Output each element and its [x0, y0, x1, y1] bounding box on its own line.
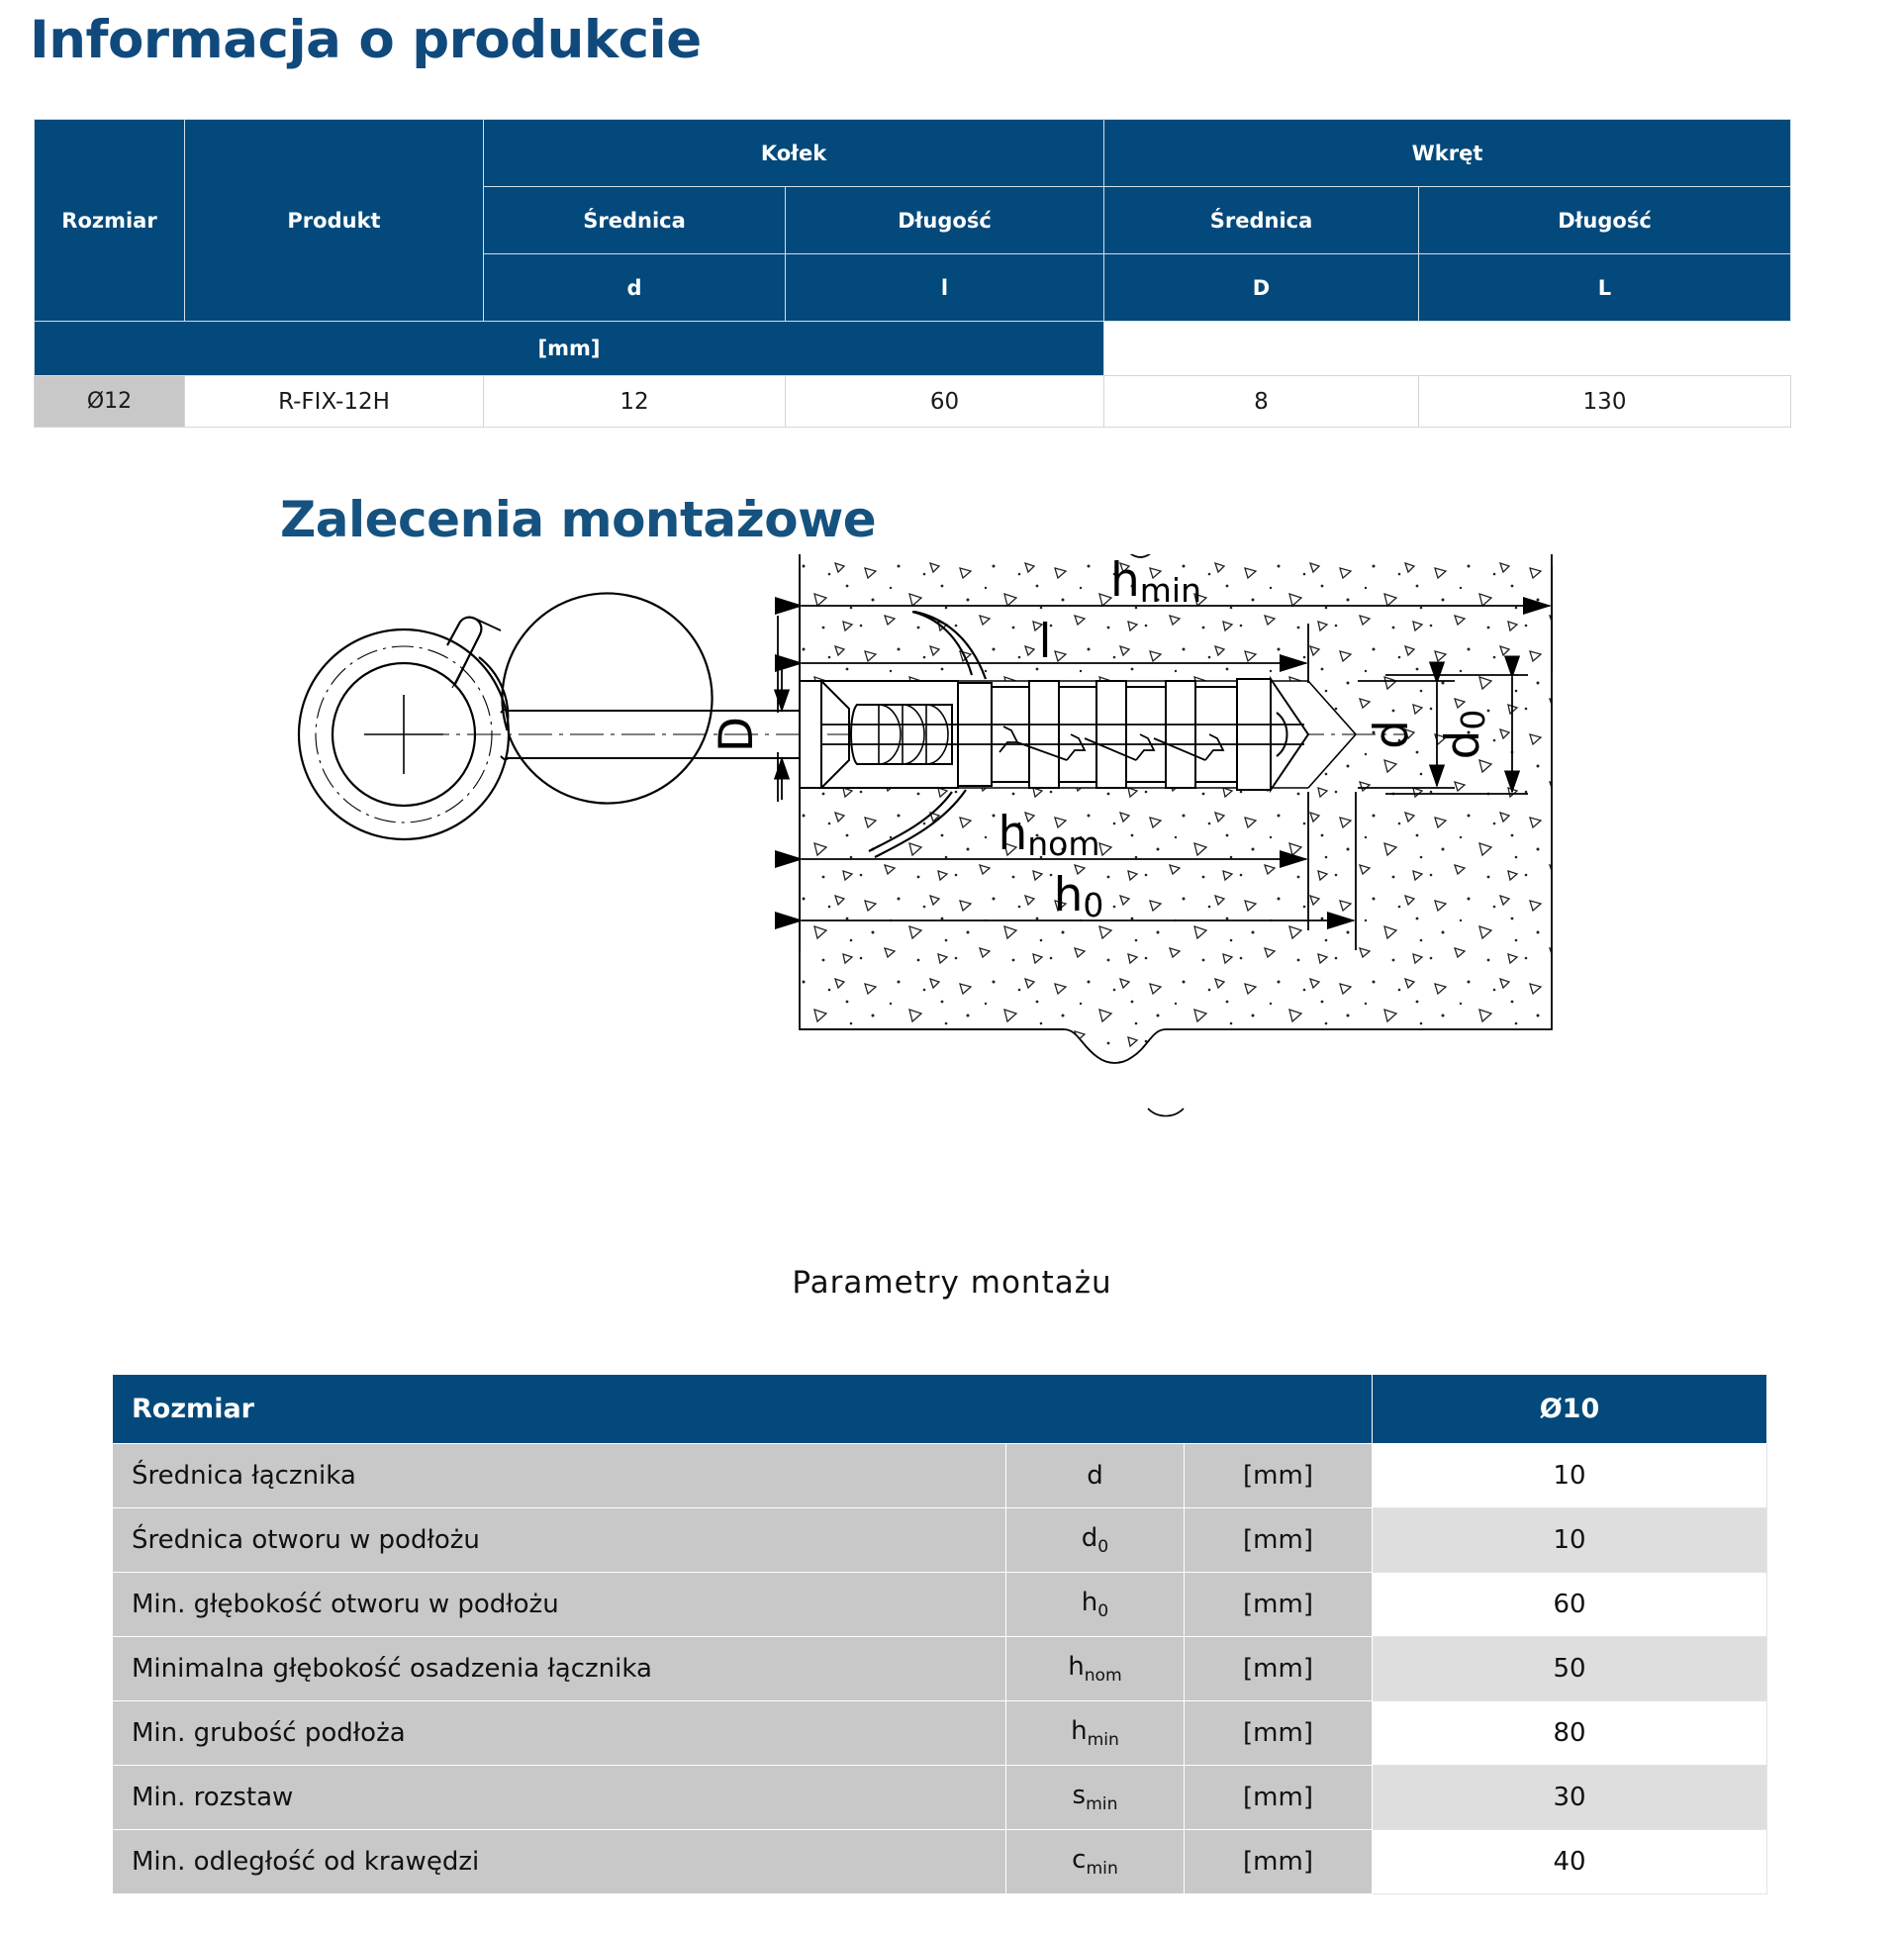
param-symbol: $h_0$ [1006, 1573, 1185, 1637]
table-row [35, 376, 1791, 428]
param-symbol: d [1006, 1444, 1185, 1508]
param-value: 80 [1373, 1701, 1767, 1766]
dimension-label-D: D [710, 716, 764, 753]
table-row [113, 1508, 1767, 1573]
param-symbol: $d_0$ [1006, 1508, 1185, 1573]
installation-parameters-table [112, 1374, 1767, 1894]
param-label: Min. rozstaw [113, 1766, 1006, 1830]
param-unit: [mm] [1185, 1573, 1373, 1637]
param-symbol: $s_{min}$ [1006, 1766, 1185, 1830]
param-value: 60 [1373, 1573, 1767, 1637]
symbol-header-L: L [1419, 254, 1791, 322]
cell-wkret-L: 130 [1419, 376, 1791, 428]
diagram-caption: Parametry montażu [792, 1265, 1112, 1301]
table-row [113, 1766, 1767, 1830]
col-header-kolek-srednica: Średnica [484, 187, 786, 254]
unit-header-mm: [mm] [35, 322, 1104, 376]
symbol-header-D: D [1104, 254, 1419, 322]
col-header-produkt: Produkt [185, 120, 484, 322]
cell-wkret-D: 8 [1104, 376, 1419, 428]
param-unit: [mm] [1185, 1508, 1373, 1573]
param-value: 30 [1373, 1766, 1767, 1830]
param-unit: [mm] [1185, 1830, 1373, 1894]
param-label: Średnica łącznika [113, 1444, 1006, 1508]
dimension-label-d: d [1365, 720, 1419, 749]
dimension-label-d0: d0 [1436, 709, 1492, 760]
param-label: Średnica otworu w podłożu [113, 1508, 1006, 1573]
cell-kolek-d: 12 [484, 376, 786, 428]
param-unit: [mm] [1185, 1766, 1373, 1830]
param-symbol: $h_{min}$ [1006, 1701, 1185, 1766]
dimension-label-h0: h0 [1053, 868, 1104, 924]
group-header-kolek: Kołek [484, 120, 1104, 187]
dimension-label-hmin: hmin [1109, 554, 1202, 610]
installation-diagram [0, 554, 1904, 1267]
table-row [113, 1830, 1767, 1894]
params-header-size: Ø10 [1373, 1375, 1767, 1444]
col-header-kolek-dlugosc: Długość [786, 187, 1104, 254]
cell-kolek-l: 60 [786, 376, 1104, 428]
col-header-rozmiar: Rozmiar [35, 120, 185, 322]
group-header-wkret: Wkręt [1104, 120, 1791, 187]
symbol-header-d: d [484, 254, 786, 322]
symbol-header-l: l [786, 254, 1104, 322]
section-title-installation: Zalecenia montażowe [280, 491, 877, 548]
param-symbol: $c_{min}$ [1006, 1830, 1185, 1894]
params-header-rozmiar: Rozmiar [113, 1375, 1373, 1444]
table-row [113, 1701, 1767, 1766]
param-label: Min. odległość od krawędzi [113, 1830, 1006, 1894]
table-row [113, 1444, 1767, 1508]
dimension-label-hnom: hnom [998, 807, 1100, 863]
param-value: 10 [1373, 1508, 1767, 1573]
param-symbol: $h_{nom}$ [1006, 1637, 1185, 1701]
param-label: Minimalna głębokość osadzenia łącznika [113, 1637, 1006, 1701]
table-row [113, 1637, 1767, 1701]
table-row [113, 1573, 1767, 1637]
col-header-wkret-dlugosc: Długość [1419, 187, 1791, 254]
param-label: Min. głębokość otworu w podłożu [113, 1573, 1006, 1637]
page-title-product-info: Informacja o produkcie [30, 10, 702, 70]
param-unit: [mm] [1185, 1637, 1373, 1701]
param-value: 50 [1373, 1637, 1767, 1701]
cell-produkt: R-FIX-12H [185, 376, 484, 428]
cell-rozmiar: Ø12 [35, 376, 185, 428]
dimension-label-l: l [1038, 615, 1052, 669]
param-value: 10 [1373, 1444, 1767, 1508]
param-label: Min. grubość podłoża [113, 1701, 1006, 1766]
product-info-table [34, 119, 1791, 428]
param-unit: [mm] [1185, 1444, 1373, 1508]
param-value: 40 [1373, 1830, 1767, 1894]
param-unit: [mm] [1185, 1701, 1373, 1766]
col-header-wkret-srednica: Średnica [1104, 187, 1419, 254]
